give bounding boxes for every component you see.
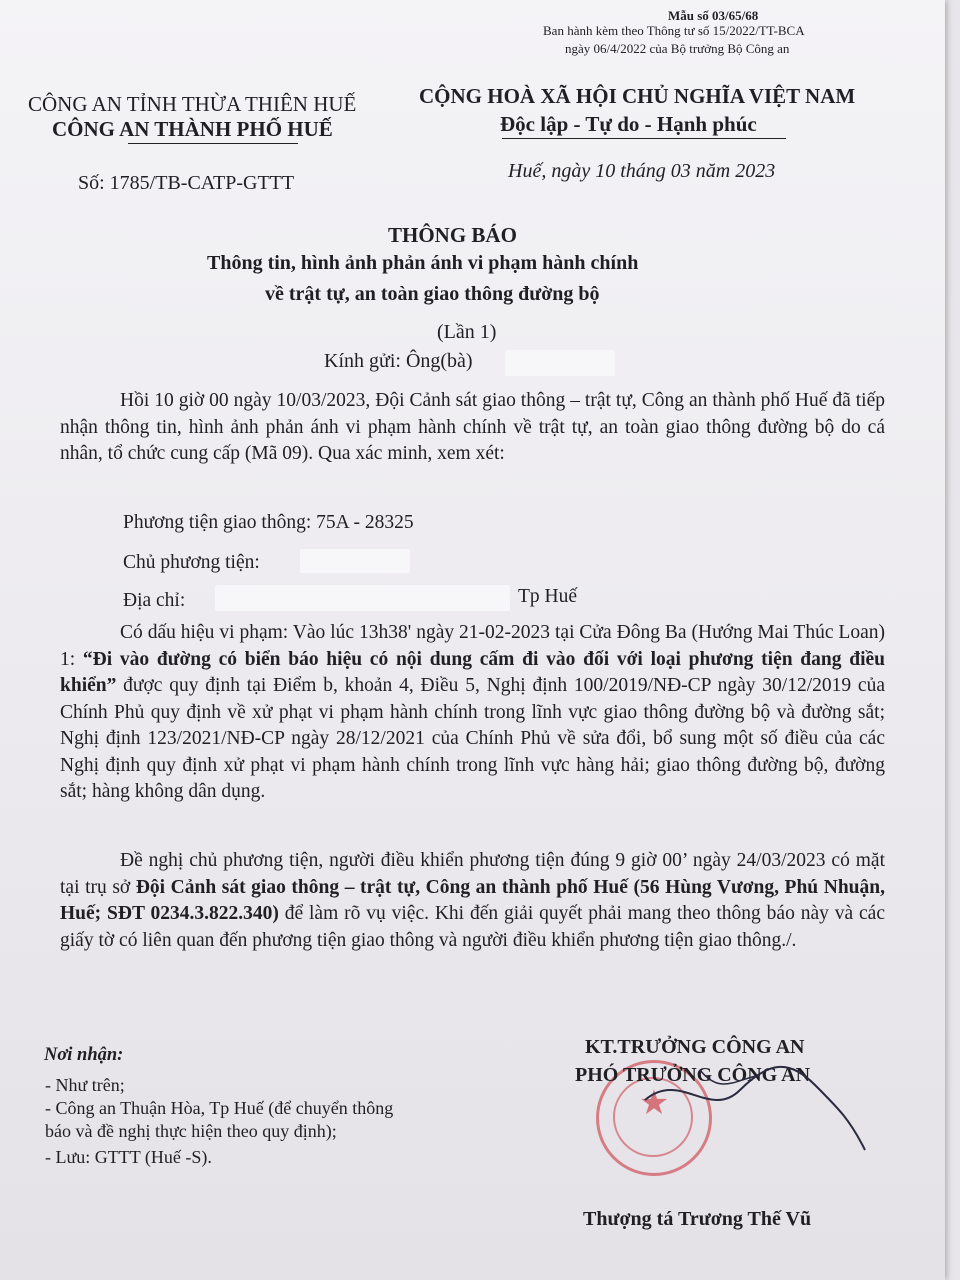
signature-subtitle: PHÓ TRƯỞNG CÔNG AN (575, 1064, 811, 1086)
recipients-heading: Nơi nhận: (44, 1045, 124, 1065)
vehicle-owner-label: Chủ phương tiện: (123, 552, 260, 573)
address-city: Tp Huế (518, 586, 578, 607)
parent-agency: CÔNG AN TỈNH THỪA THIÊN HUẾ (28, 92, 357, 116)
paragraph-summons (60, 848, 885, 954)
form-reference-date: ngày 06/4/2022 của Bộ trưởng Bộ Công an (565, 41, 790, 56)
summons-intro: Đề nghị chủ phương tiện, người điều khiển phương tiện đúng 9 giờ 00’ ngày 24/03/2023 có mặt tại trụ sở (60, 850, 885, 898)
signature-title: KT.TRƯỞNG CÔNG AN (585, 1036, 805, 1058)
agency-underline (128, 143, 298, 144)
summons-location: Đội Cảnh sát giao thông – trật tự, Công an thành phố Huế (56 Hùng Vương, Phú Nhuận, Huế; SĐT 0234.3.822.340) (60, 876, 885, 924)
address-label: Địa chỉ: (123, 590, 186, 611)
form-reference: Ban hành kèm theo Thông tư số 15/2022/TT-BCA (543, 23, 805, 38)
violation-description: “Đi vào đường có biển báo hiệu có nội dung cấm đi vào đối với loại phương tiện đang điều khiển” (60, 648, 886, 696)
signer-name: Thượng tá Trương Thế Vũ (583, 1208, 812, 1230)
vehicle-plate: Phương tiện giao thông: 75A - 28325 (123, 512, 414, 533)
motto-underline (502, 138, 786, 139)
redacted-owner (300, 549, 410, 573)
document-subtitle-1: Thông tin, hình ảnh phản ánh vi phạm hành chính (207, 252, 639, 274)
paragraph-intro: Hồi 10 giờ 00 ngày 10/03/2023, Đội Cảnh sát giao thông – trật tự, Công an thành phố Huế đã tiếp nhận thông tin, hình ảnh phản ánh vi phạm hành chính về trật tự, an toàn giao thông đường bộ do cá nhân, tổ chức cung cấp (Mã 09). Qua xác minh, xem xét: (60, 390, 885, 464)
agency-name: CÔNG AN THÀNH PHỐ HUẾ (52, 117, 333, 141)
document-number: Số: 1785/TB-CATP-GTTT (78, 172, 295, 194)
recipient-item: - Công an Thuận Hòa, Tp Huế (để chuyển thông (45, 1098, 394, 1118)
recipient-item: báo và đề nghị thực hiện theo quy định); (45, 1121, 337, 1141)
summons-instructions: để làm rõ vụ việc. Khi đến giải quyết phải mang theo thông báo này và các giấy tờ có liên quan đến phương tiện giao thông và người điều khiển phương tiện giao thông./. (60, 903, 885, 951)
nation-name: CỘNG HOÀ XÃ HỘI CHỦ NGHĨA VIỆT NAM (419, 84, 856, 108)
handwritten-signature (640, 1040, 870, 1160)
redacted-address (215, 585, 510, 611)
violation-intro: Có dấu hiệu vi phạm: Vào lúc 13h38' ngày 21-02-2023 tại Cửa Đông Ba (Hướng Mai Thúc Loan) 1: (60, 622, 885, 670)
notice-round: (Lần 1) (437, 321, 497, 343)
paragraph-violation (60, 620, 885, 806)
star-icon: ★ (638, 1083, 670, 1123)
form-code: Mẫu số 03/65/68 (668, 8, 759, 23)
recipient-item: - Như trên; (45, 1075, 125, 1095)
violation-legal-basis: được quy định tại Điểm b, khoản 4, Điều 5, Nghị định 100/2019/NĐ-CP ngày 30/12/2019 của Chính Phủ quy định về xử phạt vi phạm hành chính trong lĩnh vực giao thông đường bộ và đường sắt; Nghị định 123/2021/NĐ-CP ngày 28/12/2021 của Chính Phủ về sửa đổi, bổ sung một số điều của các Nghị định quy định xử phạt vi phạm hành chính trong lĩnh vực hàng hải; giao thông đường bộ, đường sắt; hàng không dân dụng. (60, 675, 885, 802)
document-date: Huế, ngày 10 tháng 03 năm 2023 (508, 160, 776, 182)
recipient-item: - Lưu: GTTT (Huế -S). (45, 1147, 212, 1167)
national-motto: Độc lập - Tự do - Hạnh phúc (500, 112, 757, 136)
recipient-line: Kính gửi: Ông(bà) (324, 350, 473, 372)
document-subtitle-2: về trật tự, an toàn giao thông đường bộ (265, 283, 600, 305)
document-title: THÔNG BÁO (388, 223, 517, 247)
redacted-recipient (505, 350, 615, 376)
